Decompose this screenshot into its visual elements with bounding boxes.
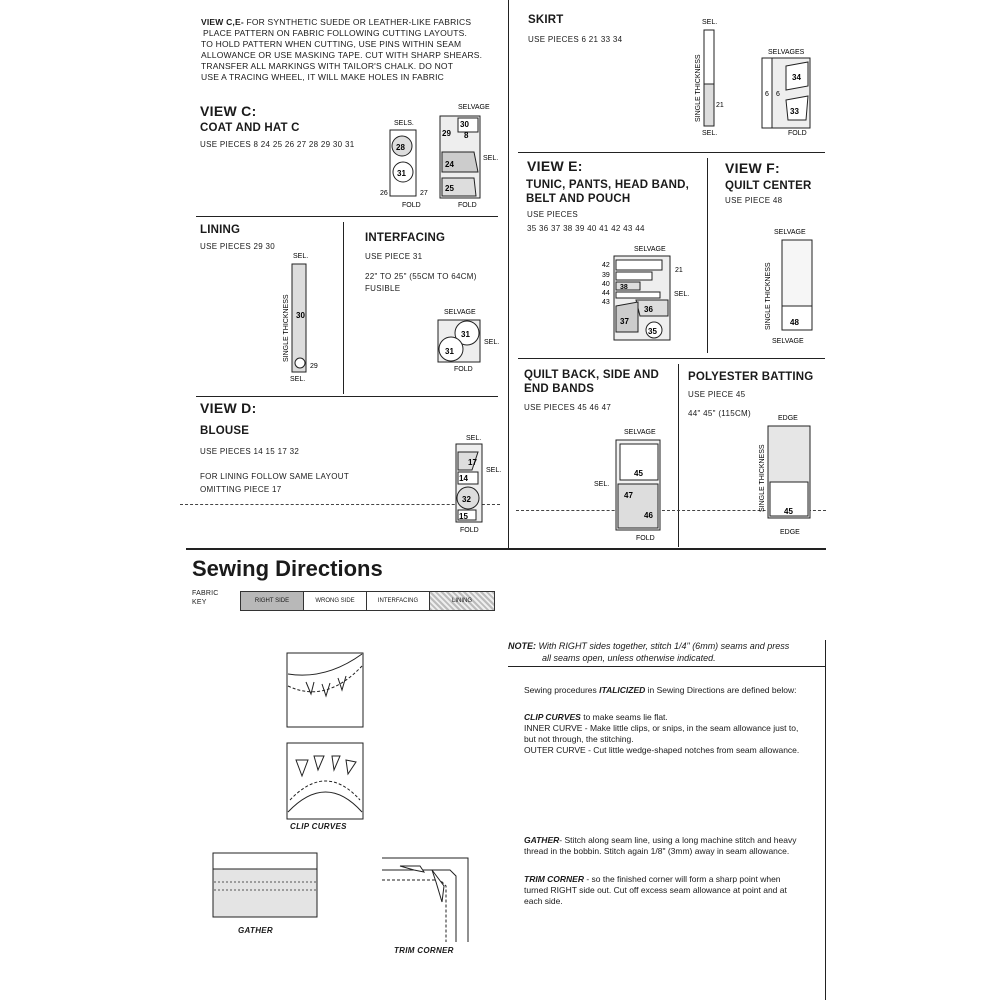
section-divider [518, 358, 825, 359]
clip-curves-outer-illustration [286, 742, 364, 820]
quilt-back-layout-diagram [592, 424, 672, 546]
inner-curve-text: but not through, the stitching. [524, 734, 634, 744]
svg-text:45: 45 [634, 469, 643, 478]
view-d-title: VIEW D: [200, 400, 257, 416]
svg-text:31: 31 [397, 169, 406, 178]
clip-curves-caption: CLIP CURVES [290, 822, 347, 831]
interfacing-pieces: USE PIECE 31 [365, 252, 423, 261]
seam-note [508, 640, 828, 664]
view-f-title: VIEW F: [725, 160, 780, 176]
sewing-directions-title: Sewing Directions [192, 556, 383, 581]
intro-block [201, 17, 501, 83]
trim-corner-definition [524, 874, 824, 907]
batting-layout-diagram [756, 412, 822, 540]
edge-label: EDGE [778, 415, 798, 422]
sel-label: SEL. [483, 155, 499, 162]
trim-corner-text: each side. [524, 896, 563, 906]
selvage-label: SELVAGE [624, 429, 656, 436]
trim-corner-illustration [380, 856, 470, 944]
svg-text:27: 27 [420, 190, 428, 197]
svg-text:21: 21 [716, 102, 724, 109]
quilt-back-subtitle: END BANDS [524, 383, 595, 395]
svg-text:43: 43 [602, 299, 610, 306]
fold-label: FOLD [454, 366, 473, 373]
view-d-layout-diagram [448, 432, 508, 536]
view-e-subtitle: BELT AND POUCH [526, 193, 631, 205]
interfacing-type: FUSIBLE [365, 284, 401, 293]
intro-line: TRANSFER ALL MARKINGS WITH TAILOR'S CHALK. DO NOT [201, 61, 454, 71]
section-divider [196, 216, 498, 217]
interfacing-title: INTERFACING [365, 232, 446, 244]
intro-line: PLACE PATTERN ON FABRIC FOLLOWING CUTTING LAYOUTS. [203, 28, 468, 38]
intro-text: in Sewing Directions are defined below: [645, 685, 797, 695]
svg-text:46: 46 [644, 511, 653, 520]
trim-corner-text: turned RIGHT side out. Cut off excess seam allowance at point and at [524, 885, 787, 895]
view-c-subtitle: COAT AND HAT C [200, 122, 300, 134]
svg-text:14: 14 [459, 474, 468, 483]
svg-text:30: 30 [460, 120, 469, 129]
single-thickness-label: SINGLE THICKNESS [759, 444, 766, 512]
sel-label: SEL. [484, 339, 500, 346]
svg-text:34: 34 [792, 73, 801, 82]
svg-text:25: 25 [445, 184, 454, 193]
view-d-pieces: USE PIECES 14 15 17 32 [200, 447, 300, 456]
sel-label: SEL. [702, 19, 718, 26]
svg-text:24: 24 [445, 160, 454, 169]
view-c-layout-diagram [378, 100, 508, 215]
svg-text:40: 40 [602, 281, 610, 288]
sels-label: SELS. [394, 120, 414, 127]
column-divider [508, 0, 509, 548]
quilt-back-pieces: USE PIECES 45 46 47 [524, 403, 612, 412]
svg-text:48: 48 [790, 318, 799, 327]
view-e-pieces-label: USE PIECES [527, 210, 579, 219]
trim-corner-caption: TRIM CORNER [394, 946, 454, 955]
note-text: all seams open, unless otherwise indicated. [542, 653, 716, 663]
col-divider-li [343, 222, 344, 394]
svg-text:47: 47 [624, 491, 633, 500]
svg-text:39: 39 [602, 272, 610, 279]
fabric-key-text: FABRIC [192, 590, 219, 597]
edge-label: EDGE [780, 529, 800, 536]
svg-text:45: 45 [784, 507, 793, 516]
fabric-key [240, 591, 496, 611]
svg-text:44: 44 [602, 290, 610, 297]
svg-text:31: 31 [445, 347, 454, 356]
clip-curves-head: CLIP CURVES [524, 712, 581, 722]
skirt-title: SKIRT [528, 14, 564, 26]
view-d-subtitle: BLOUSE [200, 425, 250, 437]
intro-text: Sewing procedures [524, 685, 600, 695]
gather-illustration [212, 852, 318, 920]
single-thickness-label: SINGLE THICKNESS [695, 54, 702, 122]
view-e-title: VIEW E: [527, 158, 583, 174]
key-right-side: RIGHT SIDE [240, 591, 304, 611]
view-d-note: FOR LINING FOLLOW SAME LAYOUT [200, 472, 350, 481]
svg-text:30: 30 [296, 311, 305, 320]
skirt-layout-diagram [690, 14, 820, 138]
lining-title: LINING [200, 224, 241, 236]
fabric-key-text: KEY [192, 599, 207, 606]
intro-line: USE A TRACING WHEEL, IT WILL MAKE HOLES IN FABRIC [201, 72, 444, 82]
view-d-note: OMITTING PIECE 17 [200, 485, 282, 494]
selvage-label: SELVAGE [774, 229, 806, 236]
italic-intro [524, 685, 796, 696]
gather-text: - Stitch along seam line, using a long machine stitch and heavy [559, 835, 797, 845]
svg-text:6: 6 [776, 91, 780, 98]
gather-caption: GATHER [238, 926, 273, 935]
section-divider [196, 396, 498, 397]
svg-text:21: 21 [675, 267, 683, 274]
view-c-title: VIEW C: [200, 103, 257, 119]
outer-curve-text: OUTER CURVE - Cut little wedge-shaped notches from seam allowance. [524, 745, 800, 755]
gather-text: thread in the bobbin. Stitch again 1/8" (3mm) away in seam allowance. [524, 846, 790, 856]
view-e-subtitle: TUNIC, PANTS, HEAD BAND, [526, 179, 690, 191]
batting-pieces: USE PIECE 45 [688, 390, 746, 399]
svg-text:8: 8 [464, 131, 469, 140]
note-rule [508, 666, 826, 667]
clip-curves-definition [524, 712, 824, 756]
svg-text:29: 29 [310, 363, 318, 370]
skirt-pieces: USE PIECES 6 21 33 34 [528, 35, 623, 44]
view-f-layout-diagram [760, 224, 825, 348]
section-divider [518, 152, 825, 153]
col-divider-ef [707, 158, 708, 353]
quilt-back-subtitle: QUILT BACK, SIDE AND [524, 369, 659, 381]
sel-label: SEL. [466, 435, 482, 442]
svg-text:42: 42 [602, 262, 610, 269]
svg-text:37: 37 [620, 317, 629, 326]
key-interfacing: INTERFACING [366, 591, 430, 611]
sel-label: SEL. [486, 467, 502, 474]
svg-text:6: 6 [765, 91, 769, 98]
svg-text:35: 35 [648, 327, 657, 336]
sel-label: SEL. [674, 291, 690, 298]
inner-curve-text: INNER CURVE - Make little clips, or snips, in the seam allowance just to, [524, 723, 799, 733]
svg-text:33: 33 [790, 107, 799, 116]
svg-text:32: 32 [462, 495, 471, 504]
note-label: NOTE: [508, 641, 536, 651]
right-margin-line [825, 640, 826, 1000]
note-text: With RIGHT sides together, stitch 1/4" (6mm) seams and press [538, 641, 790, 651]
fold-label: FOLD [460, 527, 479, 534]
gather-definition [524, 835, 824, 857]
view-f-pieces: USE PIECE 48 [725, 196, 783, 205]
single-thickness-label: SINGLE THICKNESS [765, 262, 772, 330]
fold-label: FOLD [402, 202, 421, 209]
intro-label: VIEW C,E- [201, 17, 244, 27]
col-divider-qb [678, 364, 679, 547]
view-e-pieces: 35 36 37 38 39 40 41 42 43 44 [527, 224, 645, 233]
key-wrong-side: WRONG SIDE [303, 591, 367, 611]
clip-curves-text: to make seams lie flat. [580, 712, 668, 722]
intro-line: TO HOLD PATTERN WHEN CUTTING, USE PINS WITHIN SEAM [201, 39, 462, 49]
svg-text:36: 36 [644, 305, 653, 314]
lining-layout-diagram [278, 250, 328, 385]
key-lining: LINING [429, 591, 495, 611]
intro-line: ALLOWANCE OR USE MASKING TAPE. CUT WITH SHARP SHEARS. [201, 50, 483, 60]
trim-corner-text: - so the finished corner will form a sharp point when [583, 874, 781, 884]
page-rule [186, 548, 826, 550]
svg-text:28: 28 [396, 143, 405, 152]
clip-curves-inner-illustration [286, 652, 364, 728]
svg-text:31: 31 [461, 330, 470, 339]
gather-head: GATHER [524, 835, 560, 845]
sel-label: SEL. [290, 376, 306, 383]
batting-title: POLYESTER BATTING [688, 371, 814, 383]
trim-corner-head: TRIM CORNER [524, 874, 584, 884]
svg-text:38: 38 [620, 284, 628, 291]
selvages-label: SELVAGES [768, 49, 805, 56]
selvage-label: SELVAGE [458, 104, 490, 111]
batting-width: 44" 45" (115CM) [688, 409, 751, 418]
view-c-pieces: USE PIECES 8 24 25 26 27 28 29 30 31 [200, 140, 355, 149]
svg-text:26: 26 [380, 190, 388, 197]
single-thickness-label: SINGLE THICKNESS [283, 294, 290, 362]
selvage-label: SELVAGE [772, 338, 804, 345]
svg-text:17: 17 [468, 458, 477, 467]
fold-label: FOLD [458, 202, 477, 209]
interfacing-width: 22" TO 25" (55CM TO 64CM) [365, 272, 477, 281]
svg-text:29: 29 [442, 129, 451, 138]
svg-text:15: 15 [459, 512, 468, 521]
view-f-subtitle: QUILT CENTER [725, 180, 812, 192]
fabric-key-label [192, 589, 218, 607]
sel-label: SEL. [702, 130, 718, 137]
fold-label: FOLD [636, 535, 655, 542]
view-e-layout-diagram [598, 242, 698, 346]
lining-pieces: USE PIECES 29 30 [200, 242, 276, 251]
selvage-label: SELVAGE [444, 309, 476, 316]
intro-emph: ITALICIZED [599, 685, 646, 695]
intro-line: FOR SYNTHETIC SUEDE OR LEATHER-LIKE FABRICS [246, 17, 472, 27]
fold-label: FOLD [788, 130, 807, 137]
sel-label: SEL. [293, 253, 309, 260]
selvage-label: SELVAGE [634, 246, 666, 253]
sel-label: SEL. [594, 481, 610, 488]
interfacing-layout-diagram [432, 306, 508, 374]
